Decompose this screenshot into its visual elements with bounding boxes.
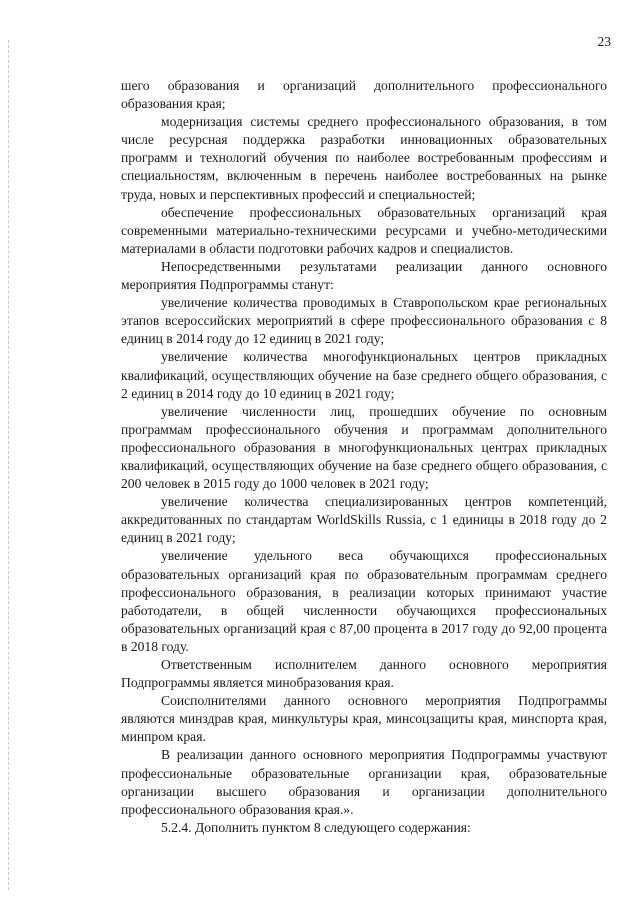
paragraph: Соисполнителями данного основного мероприятия Подпрограммы являются минздрав края, минкультуры края, минсоцзащиты края, минспорта края, минпром края. [121, 693, 607, 745]
body-text [121, 77, 607, 837]
paragraph: В реализации данного основного мероприятия Подпрограммы участвуют профессиональные образовательные организации края, образовательные организации высшего образования и организации дополнительного профессионального образования края.». [121, 747, 607, 817]
paragraph: обеспечение профессиональных образовательных организаций края современными материально-техническими ресурсами и учебно-методическими материалами в области подготовки рабочих кадров и специалистов. [121, 204, 607, 256]
paragraph: увеличение удельного веса обучающихся профессиональных образовательных организаций края по образовательным программам среднего профессионального образования, в реализации которых принимают участие работодатели, в общей численности обучающихся профессиональных образовательных организаций края с 87,00 процента в 2017 году до 92,00 процента в 2018 году. [121, 548, 607, 654]
paragraph: Непосредственными результатами реализации данного основного мероприятия Подпрограммы станут: [121, 258, 607, 293]
paragraph: шего образования и организаций дополнительного профессионального образования края; [121, 78, 607, 112]
paragraph: модернизация системы среднего профессионального образования, в том числе ресурсная поддержка разработки инновационных образовательных программ и технологий обучения по наиболее востребованным профессиям и специальностям, включенным в перечень наиболее востребованных на рынке труда, новых и перспективных профессий и специальностей; [121, 114, 607, 202]
paragraph: 5.2.4. Дополнить пунктом 8 следующего содержания: [161, 819, 471, 835]
page-number: 23 [597, 34, 611, 49]
paragraph: увеличение численности лиц, прошедших обучение по основным программам профессионального обучения и программам дополнительного профессионального образования в многофункциональных центрах прикладных квалификаций, осуществляющих обучение на базе среднего общего образования, с 200 человек в 2015 году до 1000 человек в 2021 году; [121, 403, 607, 492]
paragraph: Ответственным исполнителем данного основного мероприятия Подпрограммы является минобразования края. [121, 657, 607, 691]
paragraph: увеличение количества многофункциональных центров прикладных квалификаций, осуществляющих обучение на базе среднего общего образования, с 2 единиц в 2014 году до 10 единиц в 2021 году; [121, 349, 607, 401]
binding-margin-line [8, 40, 9, 890]
paragraph: увеличение количества специализированных центров компетенций, аккредитованных по стандартам WorldSkills Russia, с 1 единицы в 2018 году до 2 единиц в 2021 году; [121, 494, 607, 546]
paragraph: увеличение количества проводимых в Ставропольском крае региональных этапов всероссийских мероприятий в сфере профессионального образования с 8 единиц в 2014 году до 12 единиц в 2021 году; [121, 295, 607, 347]
